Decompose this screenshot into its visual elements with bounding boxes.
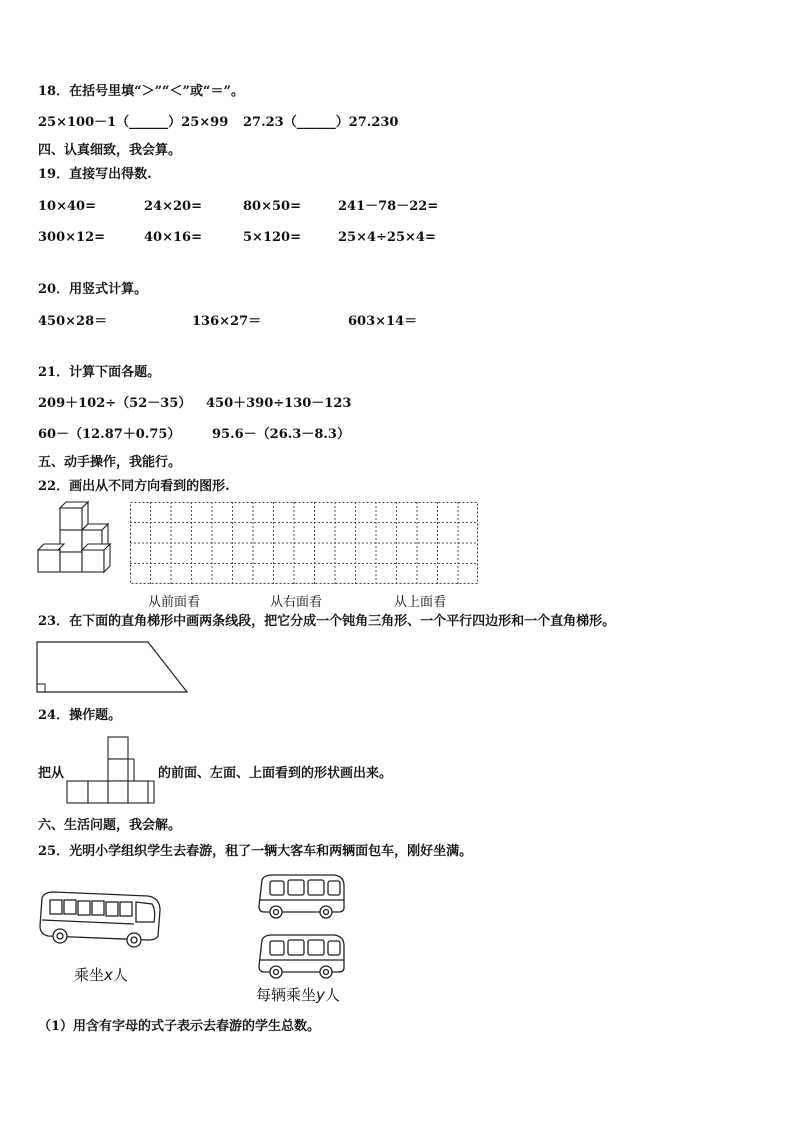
q23-title: 23．在下面的直角梯形中画两条线段，把它分成一个钝角三角形、一个平行四边形和一个直角梯形。 (38, 614, 616, 629)
q18-left-expression: 25×100－1（______）25×99 (38, 115, 229, 130)
bus-caption-suffix: 人 (112, 966, 128, 984)
q25-subquestion-1: （1）用含有字母的式子表示去春游的学生总数。 (38, 1019, 321, 1034)
q19-item: 300×12= (38, 230, 106, 245)
q24-suffix: 的前面、左面、上面看到的形状画出来。 (158, 766, 393, 781)
van-caption (256, 984, 340, 1005)
q19-item: 25×4÷25×4= (338, 230, 436, 245)
q19-item: 80×50= (243, 199, 301, 214)
bus-caption-prefix: 乘坐 (74, 966, 105, 984)
q22-caption-top: 从上面看 (394, 595, 447, 610)
q21-item: 60－（12.87＋0.75） (38, 427, 181, 442)
q25-title: 25．光明小学组织学生去春游，租了一辆大客车和两辆面包车，刚好坐满。 (38, 844, 473, 859)
van-caption-variable: y (316, 986, 325, 1004)
bus-caption (74, 964, 128, 985)
q20-item: 603×14＝ (348, 314, 418, 329)
section-6-heading: 六、生活问题，我会解。 (38, 818, 182, 833)
q20-item: 136×27＝ (192, 314, 262, 329)
q18-title: 18．在括号里填“＞”“＜”或“＝”。 (38, 84, 244, 99)
van-illustration-1 (256, 872, 348, 922)
q21-item: 209＋102÷（52－35） (38, 396, 192, 411)
q23-right-trapezoid (36, 640, 190, 694)
van-illustration-2 (256, 932, 348, 982)
van-caption-prefix: 每辆乘坐 (256, 986, 317, 1004)
q22-caption-right: 从右面看 (270, 595, 323, 610)
q22-dotted-grid (130, 502, 478, 584)
bus-illustration (36, 888, 164, 950)
q22-title: 22．画出从不同方向看到的图形. (38, 479, 230, 494)
q22-caption-front: 从前面看 (148, 595, 201, 610)
van-caption-suffix: 人 (324, 986, 340, 1004)
q24-prefix: 把从 (38, 766, 65, 781)
q19-item: 241－78－22= (338, 199, 439, 214)
q21-item: 450＋390÷130－123 (206, 396, 352, 411)
q21-title: 21．计算下面各题。 (38, 365, 161, 380)
q18-right-expression: 27.23（______）27.230 (243, 115, 399, 130)
q19-item: 5×120= (243, 230, 301, 245)
section-5-heading: 五、动手操作，我能行。 (38, 455, 182, 470)
q19-item: 24×20= (144, 199, 202, 214)
q19-item: 40×16= (144, 230, 202, 245)
q19-item: 10×40= (38, 199, 96, 214)
q20-item: 450×28＝ (38, 314, 108, 329)
q22-cube-stack-figure (36, 500, 120, 576)
q24-cube-stack-figure (66, 736, 158, 806)
q24-title: 24．操作题。 (38, 708, 122, 723)
section-4-heading: 四、认真细致，我会算。 (38, 143, 182, 158)
q19-title: 19．直接写出得数. (38, 167, 152, 182)
q20-title: 20．用竖式计算。 (38, 282, 148, 297)
bus-caption-variable: x (104, 966, 113, 984)
q21-item: 95.6－（26.3－8.3） (212, 427, 350, 442)
